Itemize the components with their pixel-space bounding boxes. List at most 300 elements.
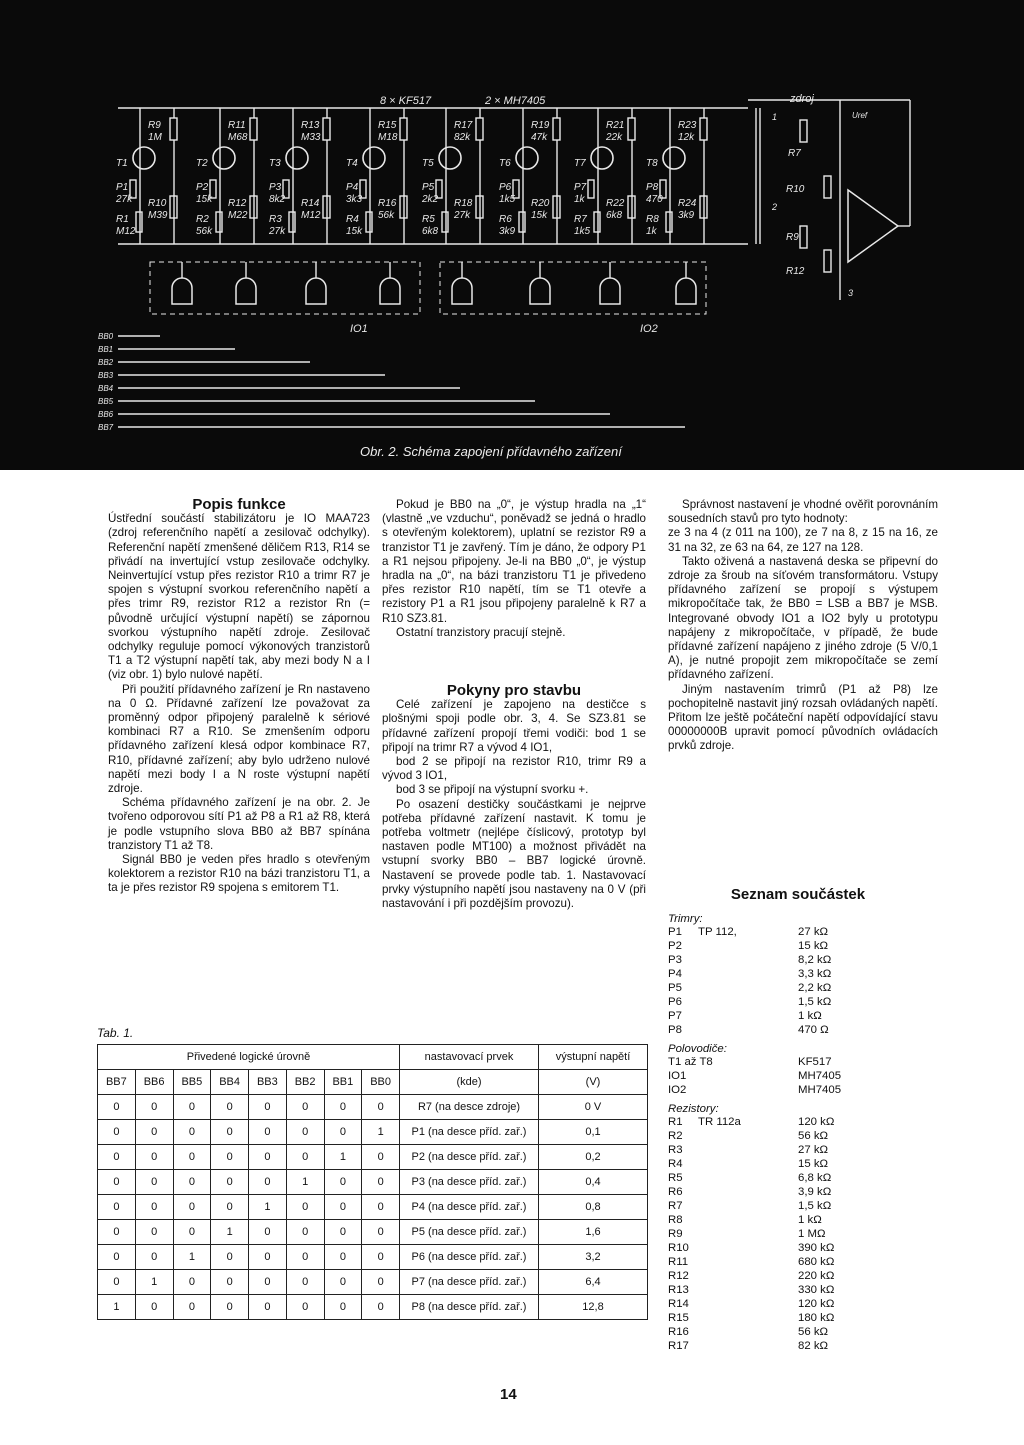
parts-cell: R8: [668, 1214, 683, 1226]
schematic-label: R14: [301, 198, 320, 209]
schematic-label: M22: [228, 210, 248, 221]
schematic-label: R10: [786, 184, 805, 195]
schematic-label: 3k9: [499, 226, 516, 237]
transistor-symbol: [213, 147, 235, 169]
schematic-label: Uref: [852, 111, 868, 120]
parts-cell: [698, 1283, 798, 1297]
schematic-label: 6k8: [422, 226, 439, 237]
schematic-label: R10: [148, 198, 167, 209]
parts-cell: KF517: [798, 1056, 832, 1068]
table-cell-bit: 0: [362, 1195, 400, 1220]
table-cell-voltage: 0 V: [539, 1095, 648, 1120]
table-cell-element: P1 (na desce příd. zař.): [400, 1120, 539, 1145]
parts-cell: R1: [668, 1116, 683, 1128]
resistor-symbol: [553, 118, 560, 140]
transistor-symbol: [663, 147, 685, 169]
parts-item: [668, 1297, 928, 1311]
table-row: [98, 1270, 648, 1295]
table-bit-header: BB0: [362, 1070, 400, 1095]
parts-item: [668, 1143, 928, 1157]
table-cell-bit: 0: [135, 1220, 173, 1245]
transistor-symbol: [439, 147, 461, 169]
table-cell-bit: 0: [249, 1120, 287, 1145]
schematic-label: 27k: [269, 226, 286, 237]
table-cell-bit: 1: [324, 1145, 362, 1170]
parts-cell: R16: [668, 1326, 689, 1338]
schematic-label: 8k2: [269, 194, 286, 205]
schematic-label: M39: [148, 210, 168, 221]
transistor-symbol: [591, 147, 613, 169]
nand-gate-symbol: [676, 278, 696, 304]
table-cell-bit: 0: [211, 1120, 249, 1145]
table-cell-bit: 1: [211, 1220, 249, 1245]
schematic-label: P5: [422, 182, 435, 193]
table-cell-bit: 0: [249, 1095, 287, 1120]
parts-cell: TP 112,: [698, 926, 737, 938]
parts-cell: [698, 1339, 798, 1353]
heading-popis-funkce: Popis funkce: [192, 496, 286, 513]
parts-cell: [698, 1255, 798, 1269]
nand-gate-symbol: [452, 278, 472, 304]
schematic-label: R8: [646, 214, 659, 225]
table-sub-element: (kde): [400, 1070, 539, 1095]
schematic-label: 1: [772, 112, 778, 122]
table-cell-bit: 0: [211, 1095, 249, 1120]
parts-cell: 220 kΩ: [798, 1270, 835, 1282]
table-cell-bit: 0: [173, 1095, 211, 1120]
schematic-label: R19: [531, 120, 550, 131]
table-cell-voltage: 0,8: [539, 1195, 648, 1220]
parts-cell: R3: [668, 1144, 683, 1156]
resistor-symbol: [136, 212, 142, 232]
table-cell-bit: 0: [98, 1270, 136, 1295]
resistor-symbol: [628, 118, 635, 140]
schematic-label: T4: [346, 158, 358, 169]
table-row: [98, 1220, 648, 1245]
schematic-label: 1k: [646, 226, 657, 237]
parts-item: [668, 1055, 928, 1069]
parts-list: [668, 886, 928, 1353]
schematic-label: 2k2: [422, 194, 439, 205]
schematic-label: 22k: [606, 132, 623, 143]
schematic-label: R17: [454, 120, 473, 131]
schematic-label: 15k: [531, 210, 548, 221]
schematic-label: 1k: [574, 194, 585, 205]
parts-item: [668, 925, 928, 939]
table-row: [98, 1245, 648, 1270]
table-row: [98, 1120, 648, 1145]
parts-item: [668, 953, 928, 967]
table-bit-header: BB1: [324, 1070, 362, 1095]
table-cell-bit: 0: [249, 1220, 287, 1245]
parts-groups: [668, 913, 928, 1353]
table-cell-bit: 0: [98, 1220, 136, 1245]
resistor-symbol: [519, 212, 525, 232]
schematic-label: 27k: [116, 194, 133, 205]
parts-cell: R10: [668, 1242, 689, 1254]
transistor-symbol: [516, 147, 538, 169]
parts-cell: R11: [668, 1256, 689, 1268]
schematic-label: T5: [422, 158, 434, 169]
resistor-symbol: [700, 118, 707, 140]
table-cell-bit: 0: [324, 1295, 362, 1320]
schematic-label: R15: [378, 120, 397, 131]
table-cell-bit: 1: [135, 1270, 173, 1295]
table-bit-header: BB5: [173, 1070, 211, 1095]
parts-cell: [698, 1325, 798, 1339]
table-cell-bit: 0: [173, 1195, 211, 1220]
parts-cell: [698, 1185, 798, 1199]
parts-cell: P3: [668, 954, 682, 966]
resistor-symbol: [250, 118, 257, 140]
schematic-label: R7: [788, 148, 801, 159]
parts-cell: R2: [668, 1130, 683, 1142]
table-cell-element: P6 (na desce příd. zař.): [400, 1245, 539, 1270]
table-cell-bit: 0: [249, 1270, 287, 1295]
table-cell-bit: 0: [135, 1145, 173, 1170]
table-cell-voltage: 3,2: [539, 1245, 648, 1270]
paragraph: Takto oživená a nastavená deska se připevní do zdroje za šroub na síťovém transformátoru. Vstupy přídavného zařízení se propojí s výstupem mikropočítače tak, že BB0 = LSB a BB7 je MSB. Integrované obvody IO1 a IO2 byly u prototypu napájeny z mikropočítače, v případě, že bude přídavné zařízení napájeno z jiného zdroje (5 V/0,1 A), je nutné propojit zem mikropočítače se zemí přídavného zařízení.: [668, 554, 938, 682]
table-cell-voltage: 1,6: [539, 1220, 648, 1245]
paragraph: Správnost nastavení je vhodné ověřit porovnáním sousedních stavů pro tyto hodnoty:: [668, 498, 938, 526]
parts-cell: IO1: [668, 1070, 687, 1082]
table-cell-bit: 0: [211, 1245, 249, 1270]
schematic-label: R22: [606, 198, 625, 209]
parts-cell: [698, 953, 798, 967]
resistor-symbol: [800, 226, 807, 248]
parts-cell: P4: [668, 968, 682, 980]
schematic-label: R5: [422, 214, 435, 225]
parts-cell: P5: [668, 982, 682, 994]
parts-cell: 6,8 kΩ: [798, 1172, 832, 1184]
table-label: Tab. 1.: [97, 1026, 134, 1040]
table-cell-bit: 0: [211, 1195, 249, 1220]
table-cell-voltage: 0,4: [539, 1170, 648, 1195]
parts-cell: P2: [668, 940, 682, 952]
settings-table: [97, 1044, 648, 1320]
table-cell-bit: 0: [249, 1170, 287, 1195]
parts-item: [668, 1269, 928, 1283]
resistor-symbol: [666, 212, 672, 232]
paragraph: Celé zařízení je zapojeno na destičce s plošnými spoji podle obr. 3, 4. Se SZ3.81 se přídavné zařízení propojí třemi vodiči: bod 1 se připojí na trimr R7 a vývod 4 IO1,: [382, 698, 646, 754]
schematic-label: 15k: [346, 226, 363, 237]
parts-cell: 1 MΩ: [798, 1228, 826, 1240]
parts-cell: R13: [668, 1284, 689, 1296]
parts-item: [668, 939, 928, 953]
parts-cell: 120 kΩ: [798, 1116, 835, 1128]
resistor-symbol: [800, 120, 807, 142]
parts-item: [668, 981, 928, 995]
nand-gate-symbol: [380, 278, 400, 304]
table-cell-bit: 0: [362, 1170, 400, 1195]
table-cell-bit: 0: [286, 1295, 324, 1320]
column-1: [108, 498, 370, 896]
parts-item: [668, 1339, 928, 1353]
transistor-symbol: [363, 147, 385, 169]
parts-item: [668, 1325, 928, 1339]
parts-item: [668, 1283, 928, 1297]
bus-label: BB2: [98, 358, 114, 367]
table-body: [98, 1095, 648, 1320]
parts-cell: [698, 1199, 798, 1213]
table-cell-bit: 0: [98, 1195, 136, 1220]
parts-group-title: Rezistory:: [668, 1103, 719, 1115]
table-bit-header: BB4: [211, 1070, 249, 1095]
table-cell-bit: 0: [98, 1120, 136, 1145]
table-bit-header: BB6: [135, 1070, 173, 1095]
parts-item: [668, 1129, 928, 1143]
schematic-label: P8: [646, 182, 659, 193]
table-cell-bit: 0: [211, 1170, 249, 1195]
table-cell-bit: 0: [211, 1270, 249, 1295]
schematic-label: 2: [772, 202, 778, 212]
table-cell-element: P3 (na desce příd. zař.): [400, 1170, 539, 1195]
resistor-symbol: [442, 212, 448, 232]
table-cell-bit: 0: [324, 1245, 362, 1270]
parts-cell: [698, 1227, 798, 1241]
schematic-label: T6: [499, 158, 511, 169]
table-row: [98, 1295, 648, 1320]
table-cell-bit: 1: [286, 1170, 324, 1195]
schematic-label: M33: [301, 132, 321, 143]
parts-cell: 2,2 kΩ: [798, 982, 832, 994]
parts-group-title: Trimry:: [668, 913, 703, 925]
schematic-label: R6: [499, 214, 512, 225]
table-cell-bit: 0: [173, 1295, 211, 1320]
paragraph: ze 3 na 4 (z 011 na 100), ze 7 na 8, z 15 na 16, ze 31 na 32, ze 63 na 64, ze 127 na 128.: [668, 526, 938, 554]
table-cell-bit: 0: [98, 1095, 136, 1120]
schematic-label: P6: [499, 182, 512, 193]
parts-cell: 27 kΩ: [798, 926, 829, 938]
parts-cell: [698, 967, 798, 981]
table-cell-bit: 0: [173, 1145, 211, 1170]
schematic-label: 3k3: [346, 194, 363, 205]
parts-item: [668, 1311, 928, 1325]
schematic-label: P7: [574, 182, 587, 193]
parts-cell: [698, 1157, 798, 1171]
table-cell-bit: 0: [362, 1295, 400, 1320]
transistor-symbol: [133, 147, 155, 169]
table-cell-bit: 0: [135, 1195, 173, 1220]
table-cell-bit: 0: [286, 1245, 324, 1270]
schematic-label: R9: [148, 120, 161, 131]
nand-gate-symbol: [306, 278, 326, 304]
bus-label: BB1: [98, 345, 114, 354]
table-cell-bit: 0: [324, 1120, 362, 1145]
schematic-label: 6k8: [606, 210, 623, 221]
table-cell-voltage: 0,2: [539, 1145, 648, 1170]
parts-cell: [698, 939, 798, 953]
table-row: [98, 1095, 648, 1120]
table-cell-element: P4 (na desce příd. zař.): [400, 1195, 539, 1220]
parts-item: [668, 1171, 928, 1185]
parts-item: [668, 1157, 928, 1171]
parts-cell: R4: [668, 1158, 683, 1170]
parts-cell: T1 až T8: [668, 1056, 713, 1068]
resistor-symbol: [588, 180, 594, 198]
table-row: [98, 1195, 648, 1220]
parts-cell: [698, 1083, 798, 1097]
parts-cell: [698, 1171, 798, 1185]
parts-cell: 27 kΩ: [798, 1144, 829, 1156]
parts-cell: MH7405: [798, 1070, 842, 1082]
schematic-label: R12: [786, 266, 805, 277]
table-cell-bit: 0: [362, 1270, 400, 1295]
table-cell-element: R7 (na desce zdroje): [400, 1095, 539, 1120]
schematic-label: P1: [116, 182, 129, 193]
resistor-symbol: [170, 118, 177, 140]
table-row: [98, 1170, 648, 1195]
parts-cell: 82 kΩ: [798, 1340, 829, 1352]
resistor-symbol: [824, 250, 831, 272]
table-cell-bit: 0: [286, 1270, 324, 1295]
table-cell-bit: 1: [362, 1120, 400, 1145]
parts-cell: 1,5 kΩ: [798, 1200, 832, 1212]
bus-label: BB6: [98, 410, 114, 419]
figure-caption: Obr. 2. Schéma zapojení přídavného zařízení: [360, 444, 622, 459]
table-sub-voltage: (V): [539, 1070, 648, 1095]
table-cell-bit: 0: [135, 1245, 173, 1270]
parts-cell: R12: [668, 1270, 689, 1282]
nand-gate-symbol: [236, 278, 256, 304]
table-cell-bit: 0: [211, 1145, 249, 1170]
resistor-symbol: [476, 118, 483, 140]
paragraph: Ostatní tranzistory pracují stejně.: [396, 625, 566, 639]
column-2: [382, 498, 646, 911]
table-cell-bit: 0: [286, 1120, 324, 1145]
parts-item: [668, 967, 928, 981]
parts-cell: 1 kΩ: [798, 1010, 822, 1022]
parts-cell: 3,9 kΩ: [798, 1186, 832, 1198]
parts-item: [668, 1213, 928, 1227]
parts-cell: R7: [668, 1200, 683, 1212]
bus-label: BB4: [98, 384, 114, 393]
parts-cell: TR 112a: [698, 1116, 741, 1128]
resistor-symbol: [216, 212, 222, 232]
table-bit-header: BB7: [98, 1070, 136, 1095]
table-bit-header-row: [98, 1070, 648, 1095]
parts-cell: 3,3 kΩ: [798, 968, 832, 980]
table-cell-bit: 0: [135, 1295, 173, 1320]
parts-item: [668, 1069, 928, 1083]
table-cell-bit: 0: [362, 1145, 400, 1170]
schematic-label: R23: [678, 120, 697, 131]
schematic-label: R16: [378, 198, 397, 209]
table-group-header: Přivedené logické úrovně: [98, 1045, 400, 1070]
table-cell-element: P8 (na desce příd. zař.): [400, 1295, 539, 1320]
schematic-label: 82k: [454, 132, 471, 143]
paragraph: Ústřední součástí stabilizátoru je IO MAA723 (zdroj referenčního napětí a zesilovač odchylky). Referenční napětí zmenšené děličem R13, R14 se přivádí na invertující vstup zesilovače odchylky. Neinvertující vstup přes rezistor R10 a trimr R7 je spojen s výstupní svorkou referenčního napětí a přes trimr R9, rezistor R12 a rezistor Rn (= původně určující výstupní napětí) se zápornou svorkou výstupního napětí zdroje. Zesilovač odchylky reguluje pomocí výkonových tranzistorů T1 a T2 výstupní napětí tak, aby mezi body N a I (viz obr. 1) bylo nulové napětí.: [108, 512, 370, 682]
parts-cell: [698, 1297, 798, 1311]
parts-item: [668, 1199, 928, 1213]
table-cell-element: P7 (na desce příd. zař.): [400, 1270, 539, 1295]
table-cell-bit: 1: [173, 1245, 211, 1270]
parts-cell: P8: [668, 1024, 682, 1036]
nand-gate-symbol: [530, 278, 550, 304]
bus-label: BB7: [98, 423, 114, 432]
table-cell-bit: 0: [98, 1170, 136, 1195]
table-bit-header: BB2: [286, 1070, 324, 1095]
parts-cell: [698, 1311, 798, 1325]
column-3: [668, 498, 938, 754]
schematic-label: 3: [848, 288, 854, 298]
parts-cell: 330 kΩ: [798, 1284, 835, 1296]
table-cell-bit: 0: [286, 1195, 324, 1220]
nand-gate-symbol: [172, 278, 192, 304]
parts-item: [668, 1241, 928, 1255]
resistor-symbol: [323, 118, 330, 140]
schematic-label: P3: [269, 182, 282, 193]
table-cell-voltage: 0,1: [539, 1120, 648, 1145]
parts-cell: 120 kΩ: [798, 1298, 835, 1310]
parts-item: [668, 1083, 928, 1097]
table-cell-bit: 0: [324, 1195, 362, 1220]
table-cell-bit: 0: [173, 1220, 211, 1245]
schematic-label: M12: [301, 210, 321, 221]
parts-cell: R5: [668, 1172, 683, 1184]
table-cell-bit: 0: [362, 1245, 400, 1270]
page-number: 14: [500, 1386, 517, 1403]
resistor-symbol: [594, 212, 600, 232]
opamp-symbol: [848, 190, 898, 262]
table-cell-bit: 0: [362, 1220, 400, 1245]
schematic-label: R24: [678, 198, 697, 209]
table-cell-bit: 0: [362, 1095, 400, 1120]
table-cell-bit: 0: [135, 1095, 173, 1120]
parts-cell: [698, 1023, 798, 1037]
parts-cell: 1 kΩ: [798, 1214, 822, 1226]
paragraph: Při použití přídavného zařízení je Rn nastaveno na 0 Ω. Přídavné zařízení lze považovat za proměnný odpor připojený paralelně k sériové kombinaci R7 a R10. Se zmenšením odporu přídavného zařízení klesá odpor kombinace R7, R10, přídavné zařízení; aby bylo udrženo nulové napětí mezi body I a N roste výstupní napětí zdroje.: [108, 682, 370, 796]
schematic-label: IO1: [350, 323, 368, 335]
parts-cell: 390 kΩ: [798, 1242, 835, 1254]
schematic-label: 12k: [678, 132, 695, 143]
parts-cell: P7: [668, 1010, 682, 1022]
table-cell-bit: 0: [324, 1220, 362, 1245]
parts-cell: R15: [668, 1312, 689, 1324]
parts-cell: [698, 1129, 798, 1143]
schematic-label: 15k: [196, 194, 213, 205]
parts-cell: 15 kΩ: [798, 940, 829, 952]
bus-label: BB3: [98, 371, 114, 380]
parts-cell: [698, 1269, 798, 1283]
table-cell-bit: 0: [286, 1145, 324, 1170]
table-cell-bit: 1: [98, 1295, 136, 1320]
paragraph: Pokud je BB0 na „0“, je výstup hradla na „1“ (vlastně „ve vzduchu“, poněvadž se jedná o hradlo s otevřeným kolektorem), uplatní se rezistor R9 a tranzistor T1 je zavřený. Tím je dáno, že odpory P1 a R1 nejsou připojeny. Je-li na BB0 „0“, je výstup hradla na „0“, na bázi tranzistoru T1 je přivedeno přes rezistor R10 napětí, tím se T1 otevře a rezistory P1 a R1 jsou připojeny paralelně k R7 a R10 SZ3.81.: [382, 498, 646, 625]
table-cell-element: P2 (na desce příd. zař.): [400, 1145, 539, 1170]
table-cell-voltage: 6,4: [539, 1270, 648, 1295]
schematic-label: 470: [646, 194, 663, 205]
schematic-label: 56k: [378, 210, 395, 221]
resistor-symbol: [366, 212, 372, 232]
schematic-label: R11: [228, 120, 246, 131]
parts-cell: 180 kΩ: [798, 1312, 835, 1324]
schematic-label: P4: [346, 182, 359, 193]
parts-item: [668, 1023, 928, 1037]
parts-cell: 56 kΩ: [798, 1130, 829, 1142]
table-cell-bit: 0: [249, 1245, 287, 1270]
table-cell-bit: 0: [249, 1295, 287, 1320]
bus-label: BB0: [98, 332, 114, 341]
parts-group-title: Polovodiče:: [668, 1043, 727, 1055]
paragraph: bod 3 se připojí na výstupní svorku +.: [396, 783, 589, 797]
table-cell-bit: 0: [173, 1120, 211, 1145]
parts-cell: [698, 1213, 798, 1227]
table-cell-bit: 0: [324, 1270, 362, 1295]
schematic-label: R9: [786, 232, 799, 243]
parts-cell: IO2: [668, 1084, 687, 1096]
schematic-label: 1k5: [574, 226, 591, 237]
heading-pokyny: Pokyny pro stavbu: [446, 682, 582, 700]
